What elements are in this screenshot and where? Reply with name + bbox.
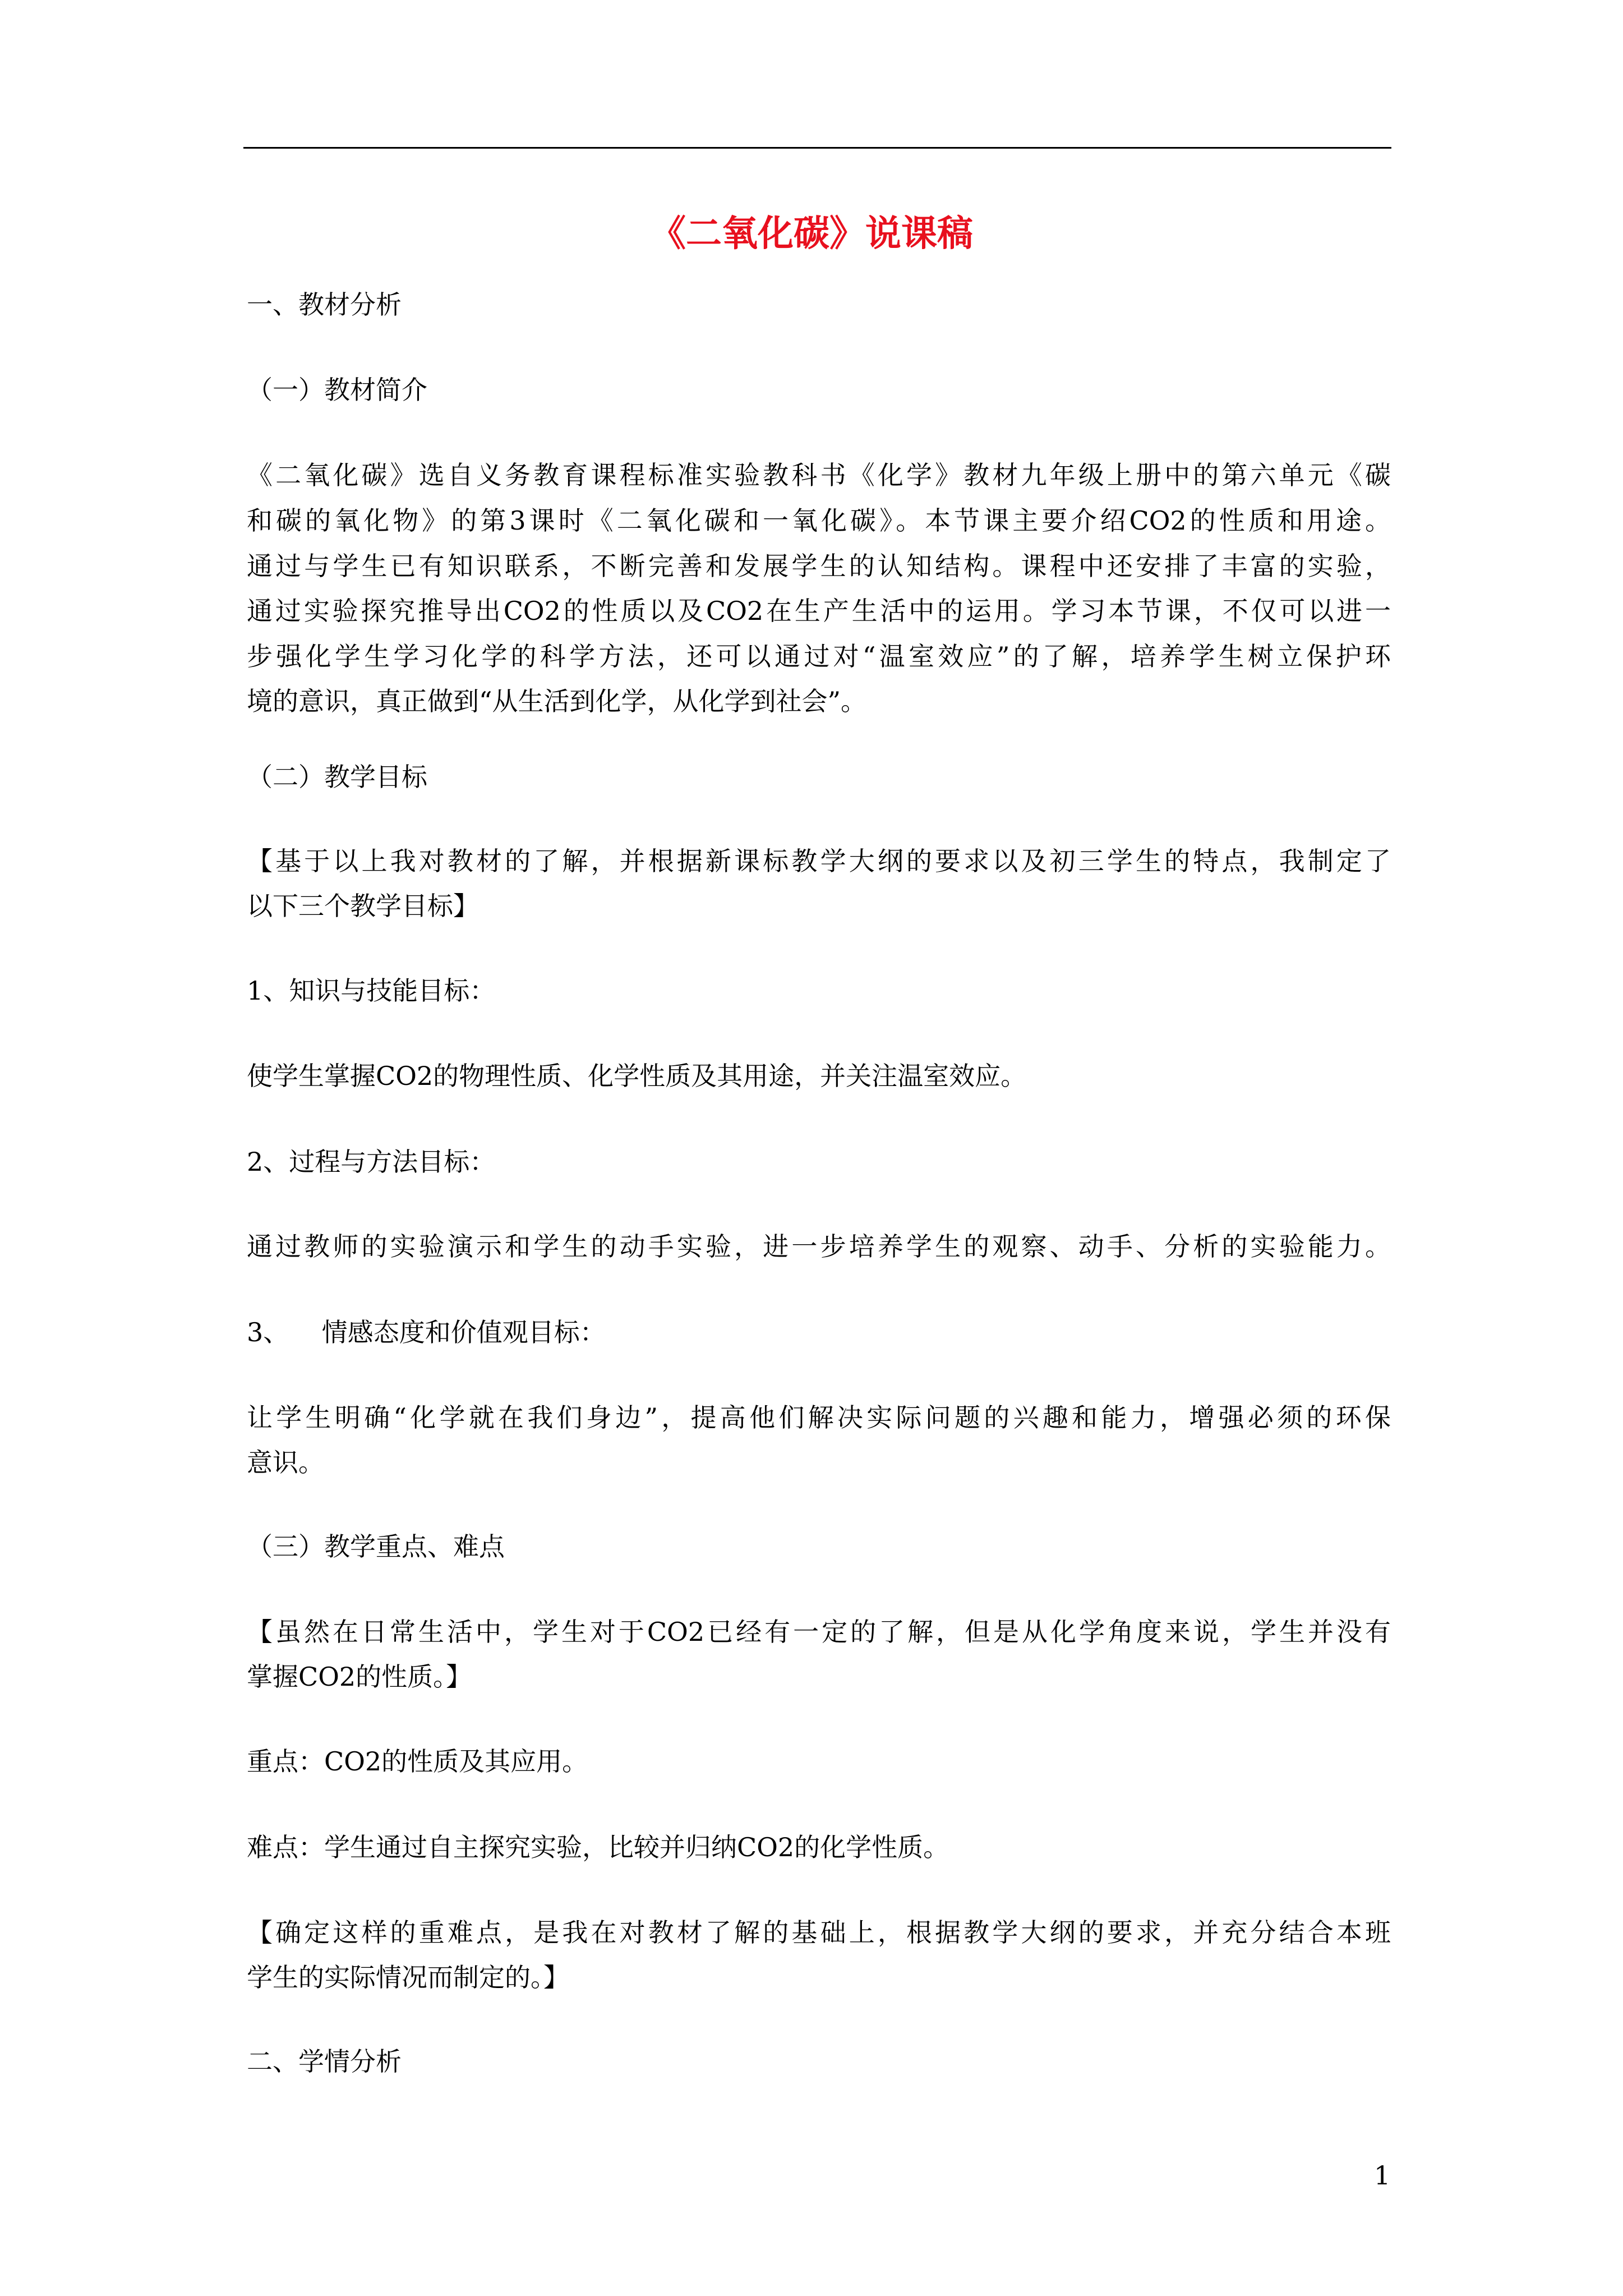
subheading-teaching-goals: （二）教学目标 <box>247 762 427 792</box>
subheading-key-points: （三）教学重点、难点 <box>247 1531 505 1562</box>
paragraph-line: 使学生掌握CO2的物理性质、化学性质及其用途，并关注温室效应。 <box>247 1061 1027 1091</box>
header-rule <box>243 147 1391 149</box>
paragraph-line: 让学生明确“化学就在我们身边”，提高他们解决实际问题的兴趣和能力，增强必须的环保 <box>247 1402 1391 1433</box>
goal-heading-process: 2、过程与方法目标： <box>247 1147 496 1177</box>
paragraph-line: 通过与学生已有知识联系，不断完善和发展学生的认知结构。课程中还安排了丰富的实验， <box>247 551 1391 581</box>
paragraph-line: 步强化学生学习化学的科学方法，还可以通过对“温室效应”的了解，培养学生树立保护环 <box>247 641 1391 671</box>
section-heading-textbook-analysis: 一、教材分析 <box>247 289 402 320</box>
paragraph-line: 【确定这样的重难点，是我在对教材了解的基础上，根据教学大纲的要求，并充分结合本班 <box>247 1917 1391 1948</box>
goal-heading-attitude: 3、 情感态度和价值观目标： <box>247 1317 606 1347</box>
paragraph-line: 通过实验探究推导出CO2的性质以及CO2在生产生活中的运用。学习本节课，不仅可以进一 <box>247 596 1391 626</box>
subheading-textbook-intro: （一）教材简介 <box>247 375 427 405</box>
paragraph-line: 通过教师的实验演示和学生的动手实验，进一步培养学生的观察、动手、分析的实验能力。 <box>247 1231 1391 1262</box>
paragraph-line: 以下三个教学目标】 <box>247 891 479 921</box>
goal-heading-knowledge: 1、知识与技能目标： <box>247 976 496 1006</box>
key-point-line: 重点：CO2的性质及其应用。 <box>247 1746 588 1777</box>
paragraph-line: 意识。 <box>247 1447 324 1478</box>
paragraph-line: 【虽然在日常生活中，学生对于CO2已经有一定的了解，但是从化学角度来说，学生并没有 <box>247 1617 1391 1647</box>
paragraph-line: 境的意识，真正做到“从生活到化学，从化学到社会”。 <box>247 686 867 716</box>
paragraph-line: 《二氧化碳》选自义务教育课程标准实验教科书《化学》教材九年级上册中的第六单元《碳 <box>247 460 1391 490</box>
document-title: 《二氧化碳》说课稿 <box>650 213 973 255</box>
paragraph-line: 和碳的氧化物》的第3课时《二氧化碳和一氧化碳》。本节课主要介绍CO2的性质和用途。 <box>247 505 1391 536</box>
paragraph-line: 【基于以上我对教材的了解，并根据新课标教学大纲的要求以及初三学生的特点，我制定了 <box>247 846 1391 876</box>
page-number: 1 <box>1374 2160 1391 2191</box>
section-heading-learner-analysis: 二、学情分析 <box>247 2046 402 2077</box>
difficult-point-line: 难点：学生通过自主探究实验，比较并归纳CO2的化学性质。 <box>247 1832 949 1862</box>
paragraph-line: 掌握CO2的性质。】 <box>247 1662 472 1692</box>
paragraph-line: 学生的实际情况而制定的。】 <box>247 1962 569 1993</box>
